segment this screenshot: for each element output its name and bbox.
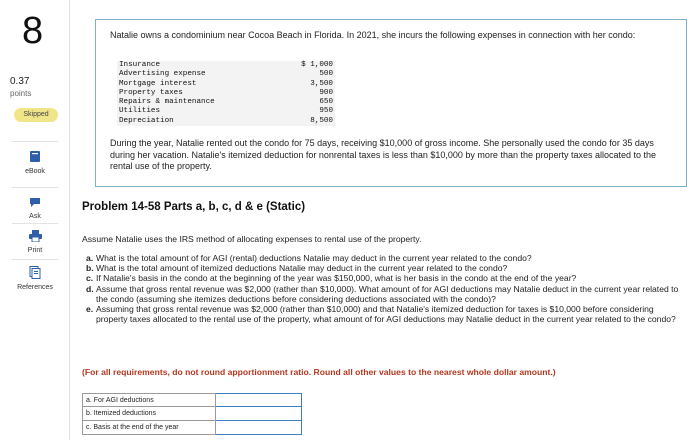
list-item	[86, 263, 686, 273]
answer-label: c. Basis at the end of the year	[82, 421, 216, 435]
list-item	[86, 304, 686, 324]
points-label: points	[10, 89, 32, 98]
question-number: 8	[22, 10, 44, 52]
expense-amount: 650	[319, 98, 333, 107]
references-label: References	[17, 284, 53, 291]
requirement-text: What is the total amount of for AGI (rental) deductions Natalie may deduct in the current year related to the condo?	[96, 253, 532, 263]
requirement-label: a.	[86, 253, 94, 263]
print-button[interactable]	[0, 230, 70, 254]
answer-table	[82, 393, 302, 435]
printer-icon	[0, 230, 70, 244]
expense-label: Mortgage interest	[119, 79, 197, 88]
expense-label: Insurance	[119, 61, 161, 69]
requirement-label: e.	[86, 304, 94, 315]
requirement-text: What is the total amount of itemized deductions Natalie may deduct in the current year related to the condo?	[96, 263, 508, 274]
expense-row	[117, 117, 335, 126]
requirement-text: Assume that gross rental revenue was $2,000 (rather than $10,000). What amount of for AGI deductions may Natalie deduct in the current year related to the condo (assuming she itemizes deductions before considering deductions associated with the condo)?	[96, 283, 679, 304]
requirement-text: Assuming that gross rental revenue was $2,000 (rather than $10,000) and that Natalie's itemized deduction for taxes is $10,000 before considering property taxes allocated to the rental use of the property, what amount of for AGI deductions may Natalie deduct in the current year related to the condo?	[96, 304, 676, 325]
question-sidebar	[0, 0, 70, 440]
answer-label: b. Itemized deductions	[82, 407, 216, 421]
expense-row	[117, 80, 335, 89]
requirement-label: c.	[86, 273, 94, 284]
references-button[interactable]	[0, 266, 70, 291]
expense-amount: 3,500	[310, 79, 333, 88]
references-icon	[0, 266, 70, 281]
requirement-label: d.	[86, 283, 94, 294]
expense-row	[117, 98, 335, 107]
problem-title: Problem 14-58 Parts a, b, c, d & e (Static)	[82, 201, 306, 213]
expense-label: Repairs & maintenance	[119, 98, 215, 107]
expense-label: Utilities	[119, 107, 161, 116]
table-row	[82, 393, 302, 407]
answer-label: a. For AGI deductions	[82, 393, 216, 407]
ask-button[interactable]	[0, 196, 70, 220]
divider	[12, 259, 58, 260]
expense-row	[117, 107, 335, 116]
expense-amount: 8,500	[310, 116, 333, 125]
expense-table	[117, 61, 335, 126]
expense-row	[117, 70, 335, 79]
points-value: 0.37	[10, 76, 30, 87]
chat-icon	[0, 196, 70, 210]
book-icon	[0, 150, 70, 165]
expense-amount: 900	[319, 88, 333, 97]
expense-amount: 500	[319, 70, 333, 79]
requirement-label: b.	[86, 263, 94, 274]
divider	[12, 141, 58, 142]
assumption-text: Assume Natalie uses the IRS method of allocating expenses to rental use of the property.	[82, 234, 422, 244]
list-item	[86, 273, 686, 283]
for-agi-deductions-input[interactable]	[216, 393, 302, 407]
list-item	[86, 284, 686, 304]
divider	[12, 223, 58, 224]
divider	[12, 187, 58, 188]
problem-statement-box	[95, 19, 687, 187]
basis-end-of-year-input[interactable]	[216, 421, 302, 435]
ebook-label: eBook	[25, 168, 45, 175]
expense-row	[117, 89, 335, 98]
requirements-list	[86, 253, 686, 324]
list-item	[86, 253, 686, 263]
instruction-note: (For all requirements, do not round apportionment ratio. Round all other values to the nearest whole dollar amount.)	[82, 367, 556, 377]
table-row	[82, 407, 302, 421]
expense-label: Depreciation	[119, 116, 174, 125]
expense-row	[117, 61, 335, 70]
requirement-text: If Natalie's basis in the condo at the beginning of the year was $150,000, what is her basis in the condo at the end of the year?	[96, 273, 577, 284]
print-label: Print	[27, 247, 43, 254]
ask-label: Ask	[29, 213, 41, 220]
status-badge: Skipped	[14, 108, 58, 122]
expense-amount: 950	[319, 107, 333, 116]
expense-amount: $ 1,000	[301, 61, 333, 69]
expense-label: Property taxes	[119, 88, 183, 97]
table-row	[82, 421, 302, 435]
itemized-deductions-input[interactable]	[216, 407, 302, 421]
problem-narrative: During the year, Natalie rented out the condo for 75 days, receiving $10,000 of gross income. She personally used the condo for 35 days during her vacation. Natalie's itemized deduction for nonrental taxes is less than $10,000 by more than the property taxes allocated to the rental use of the property.	[110, 138, 657, 171]
ebook-button[interactable]	[0, 150, 70, 175]
expense-label: Advertising expense	[119, 70, 206, 79]
problem-intro: Natalie owns a condominium near Cocoa Beach in Florida. In 2021, she incurs the following expenses in connection with her condo:	[110, 30, 636, 40]
